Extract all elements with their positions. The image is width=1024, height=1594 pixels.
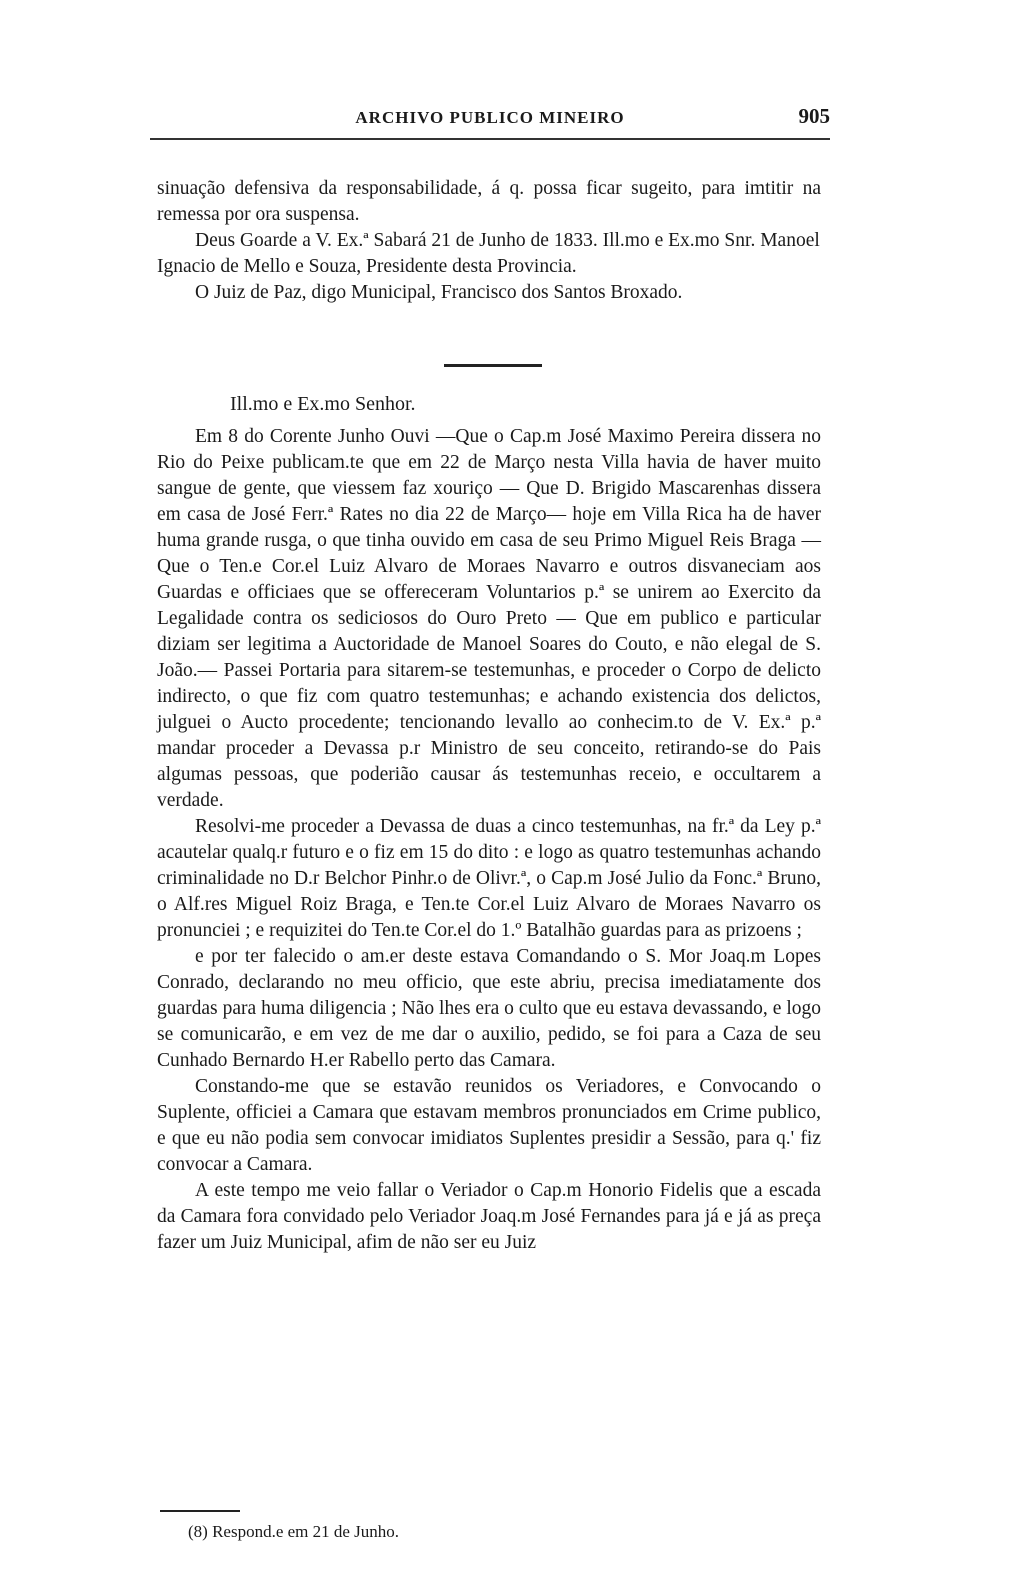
- footnote: (8) Respond.e em 21 de Junho.: [188, 1522, 400, 1541]
- footnote-rule: [160, 1510, 240, 1512]
- running-head: [150, 104, 830, 134]
- paragraph: e por ter falecido o am.er deste estava Comandando o S. Mor Joaq.m Lopes Conrado, declarando no meu officio, que este abriu, precisa imediatamente dos guardas para huma diligencia ; Não lhes era o culto que eu estava devassando, e logo se comunicarão, e em vez de me dar o auxilio, pedido, se foi para a Caza de seu Cunhado Bernardo H.er Rabello perto das Camara.: [157, 946, 821, 1071]
- letter1-paragraph: sinuação defensiva da responsabilidade, á q. possa ficar sugeito, para imtitir na remessa por ora suspensa.: [157, 178, 821, 225]
- closing-dateline: Deus Goarde a V. Ex.ª Sabará 21 de Junho de 1833. Ill.mo e Ex.mo Snr. Manoel Ignacio de Mello e Souza, Presidente desta Provincia.: [157, 230, 820, 277]
- header-rule: [150, 138, 830, 140]
- paragraph: A este tempo me veio fallar o Veriador o Cap.m Honorio Fidelis que a escada da Camara fora convidado pelo Veriador Joaq.m José Fernandes para já e já as preça fazer um Juiz Municipal, afim de não ser eu Juiz: [157, 1180, 821, 1253]
- letter2-body: [157, 424, 821, 1256]
- paragraph: Resolvi-me proceder a Devassa de duas a cinco testemunhas, na fr.ª da Ley p.ª acautelar qualq.r futuro e o fiz em 15 do dito : e logo as quatro testemunhas achando criminalidade no D.r Belchor Pinhr.o de Olivr.ª, o Cap.m José Julio da Fonc.ª Bruno, o Alf.res Miguel Roiz Braga, e Ten.te Cor.el Luiz Alvaro de Moraes Navarro os pronunciei ; e requizitei do Ten.te Cor.el do 1.º Batalhão guardas para as prizoens ;: [157, 816, 821, 941]
- salutation: Ill.mo e Ex.mo Senhor.: [230, 393, 416, 415]
- letter1-body: [157, 176, 821, 228]
- letter1-closing: [157, 228, 821, 306]
- section-separator: [444, 364, 542, 367]
- closing-signature: O Juiz de Paz, digo Municipal, Francisco dos Santos Broxado.: [195, 282, 683, 303]
- paragraph: Constando-me que se estavão reunidos os Veriadores, e Convocando o Suplente, officiei a Camara que estavam membros pronunciados em Crime publico, e que eu não podia sem convocar imidiatos Suplentes presidir a Sessão, para q.' fiz convocar a Camara.: [157, 1076, 821, 1175]
- running-title: ARCHIVO PUBLICO MINEIRO: [355, 108, 625, 127]
- page-number: 905: [798, 104, 830, 128]
- paragraph: Em 8 do Corente Junho Ouvi —Que o Cap.m José Maximo Pereira dissera no Rio do Peixe publicam.te que em 22 de Março nesta Villa havia de haver muito sangue de gente, que viessem faz xouriço — Que D. Brigido Mascarenhas dissera em casa de José Ferr.ª Rates no dia 22 de Março— hoje em Villa Rica ha de haver huma grande rusga, o que tinha ouvido em casa de seu Primo Miguel Reis Braga — Que o Ten.e Cor.el Luiz Alvaro de Moraes Navarro e outros disvaneciam aos Guardas e officiaes que se offereceram Voluntarios p.ª se unirem ao Exercito da Legalidade contra os sediciosos do Ouro Preto — Que em publico e particular diziam ser legitima a Auctoridade de Manoel Soares do Couto, e não elegal de S. João.— Passei Portaria para sitarem-se testemunhas, e proceder o Corpo de delicto indirecto, o que fiz com quatro testemunhas; e achando existencia dos delictos, julguei o Aucto procedente; tencionando levallo ao conhecim.to de V. Ex.ª p.ª mandar proceder a Devassa p.r Ministro de seu conceito, retirando-se do Pais algumas pessoas, que poderião causar ás testemunhas receio, e occultarem a verdade.: [157, 426, 821, 811]
